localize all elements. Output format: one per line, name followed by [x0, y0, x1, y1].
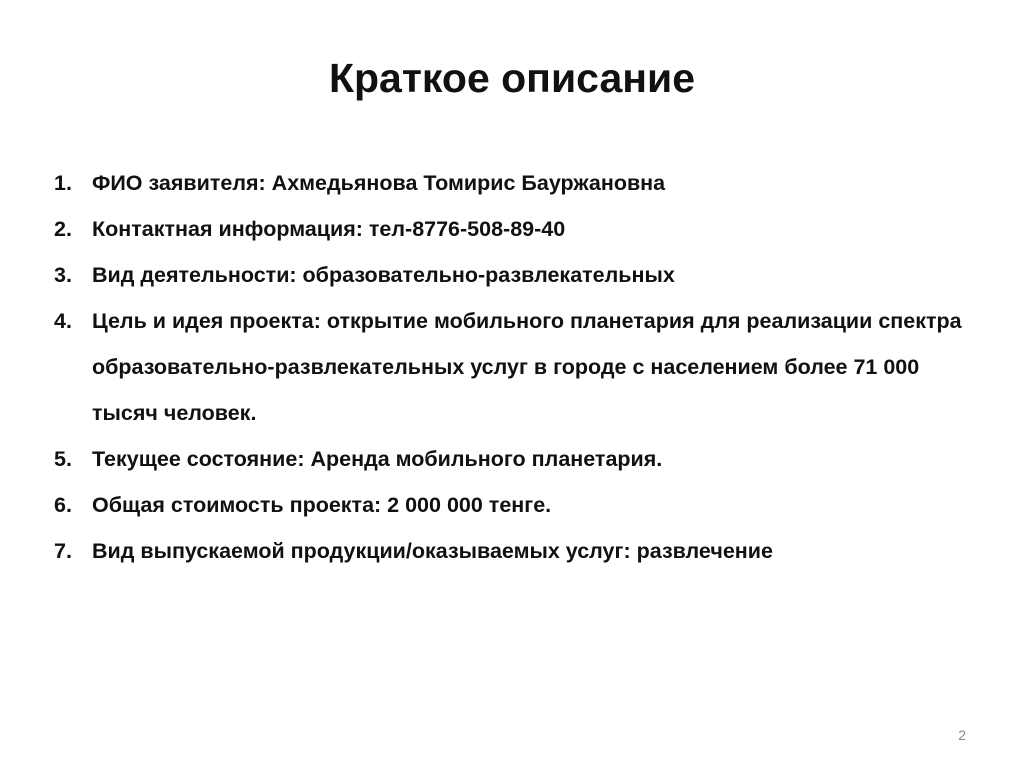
list-item-6 [54, 482, 984, 528]
summary-list [54, 160, 984, 574]
list-item-number: 2. [54, 217, 72, 241]
list-item-4 [54, 298, 984, 436]
list-item-number: 3. [54, 263, 72, 287]
list-item-3 [54, 252, 984, 298]
list-item-2 [54, 206, 984, 252]
list-item-text: Текущее состояние: Аренда мобильного планетария. [92, 447, 663, 471]
list-item-number: 4. [54, 309, 72, 333]
list-item-text: Вид выпускаемой продукции/оказываемых услуг: развлечение [92, 539, 773, 563]
list-item-number: 6. [54, 493, 72, 517]
list-item-text: ФИО заявителя: Ахмедьянова Томирис Бауржановна [92, 171, 666, 195]
list-item-text: Цель и идея проекта: открытие мобильного планетария для реализации спектра образовательно-развлекательных услуг в городе с населением более 71 000 тысяч человек. [92, 309, 962, 425]
list-item-7 [54, 528, 984, 574]
slide-title: Краткое описание [328, 55, 696, 101]
list-item-number: 5. [54, 447, 72, 471]
list-item-text: Вид деятельности: образовательно-развлекательных [92, 263, 675, 287]
list-item-5 [54, 436, 984, 482]
list-item-text: Общая стоимость проекта: 2 000 000 тенге. [92, 493, 552, 517]
list-item-number: 1. [54, 171, 72, 195]
list-item-number: 7. [54, 539, 72, 563]
page-number: 2 [958, 727, 966, 743]
list-item-text: Контактная информация: тел-8776-508-89-40 [92, 217, 566, 241]
list-item-1 [54, 160, 984, 206]
